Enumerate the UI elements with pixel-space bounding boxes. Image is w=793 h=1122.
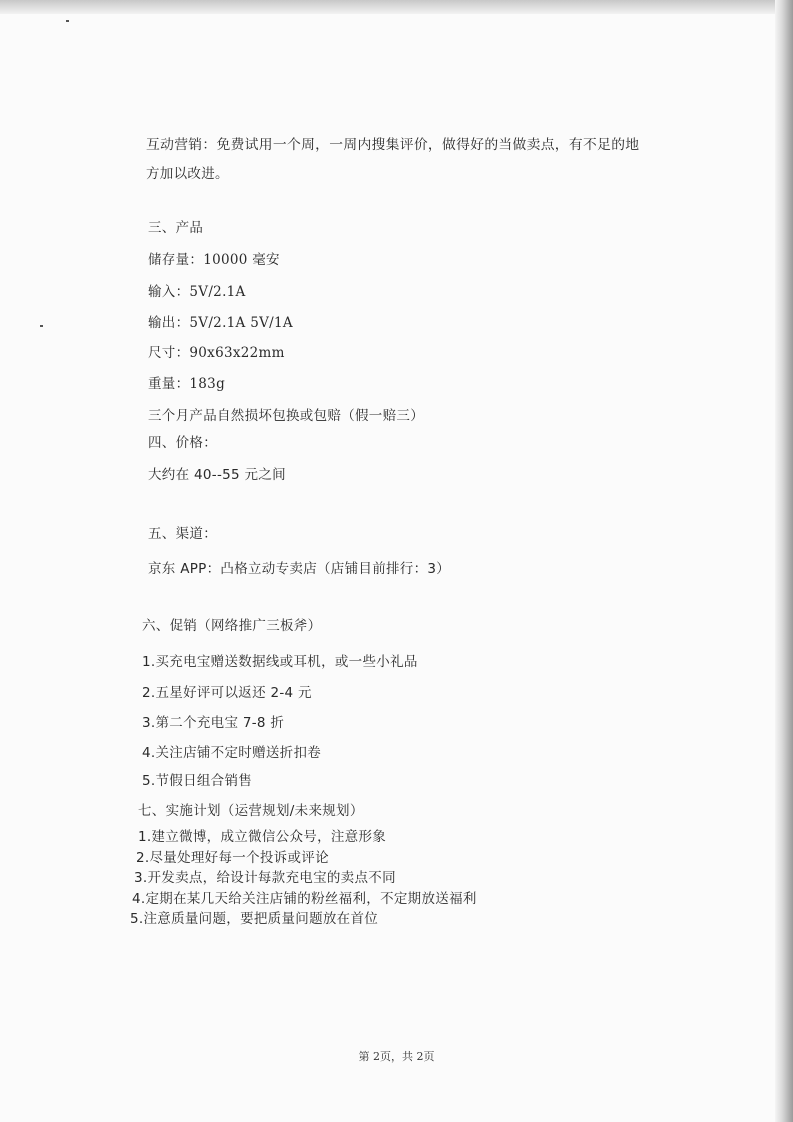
- plan-item: 5.注意质量问题，要把质量问题放在首位: [130, 911, 379, 927]
- scan-edge-right: [775, 0, 793, 1122]
- promotion-item: 2.五星好评可以返还 2-4 元: [142, 685, 312, 701]
- plan-item: 2.尽量处理好每一个投诉或评论: [136, 850, 329, 866]
- product-warranty: 三个月产品自然损坏包换或包赔（假一赔三）: [148, 408, 424, 424]
- promotion-item: 5.节假日组合销售: [142, 773, 253, 789]
- promotion-item: 1.买充电宝赠送数据线或耳机，或一些小礼品: [142, 654, 418, 670]
- product-size: 尺寸：90x63x22mm: [148, 345, 285, 361]
- plan-item: 1.建立微博，成立微信公众号，注意形象: [138, 829, 387, 845]
- section-heading-channel: 五、渠道：: [148, 526, 217, 542]
- section-heading-plan: 七、实施计划（运营规划/未来规划）: [138, 803, 364, 819]
- plan-item: 3.开发卖点，给设计每款充电宝的卖点不同: [134, 870, 396, 886]
- promotion-item: 4.关注店铺不定时赠送折扣卷: [142, 745, 322, 761]
- section-heading-price: 四、价格：: [148, 435, 217, 451]
- page-footer: 第 2页，共 2页: [358, 1050, 435, 1063]
- product-output: 输出：5V/2.1A 5V/1A: [148, 315, 293, 331]
- product-capacity: 储存量：10000 毫安: [148, 252, 280, 268]
- price-range: 大约在 40--55 元之间: [148, 467, 286, 483]
- product-weight: 重量：183g: [148, 376, 226, 392]
- scan-edge-top: [0, 0, 793, 14]
- intro-line-1: 互动营销：免费试用一个周，一周内搜集评价，做得好的当做卖点，有不足的地: [146, 137, 640, 153]
- product-input: 输入：5V/2.1A: [148, 284, 246, 300]
- intro-line-2: 方加以改进。: [146, 166, 229, 182]
- channel-store: 京东 APP：凸格立动专卖店（店铺目前排行：3）: [148, 561, 451, 577]
- promotion-item: 3.第二个充电宝 7-8 折: [142, 715, 285, 731]
- section-heading-product: 三、产品: [148, 220, 204, 236]
- scan-speck: [66, 20, 69, 22]
- plan-item: 4.定期在某几天给关注店铺的粉丝福利，不定期放送福利: [132, 891, 477, 907]
- section-heading-promotion: 六、促销（网络推广三板斧）: [142, 618, 322, 634]
- scan-speck: [40, 325, 43, 327]
